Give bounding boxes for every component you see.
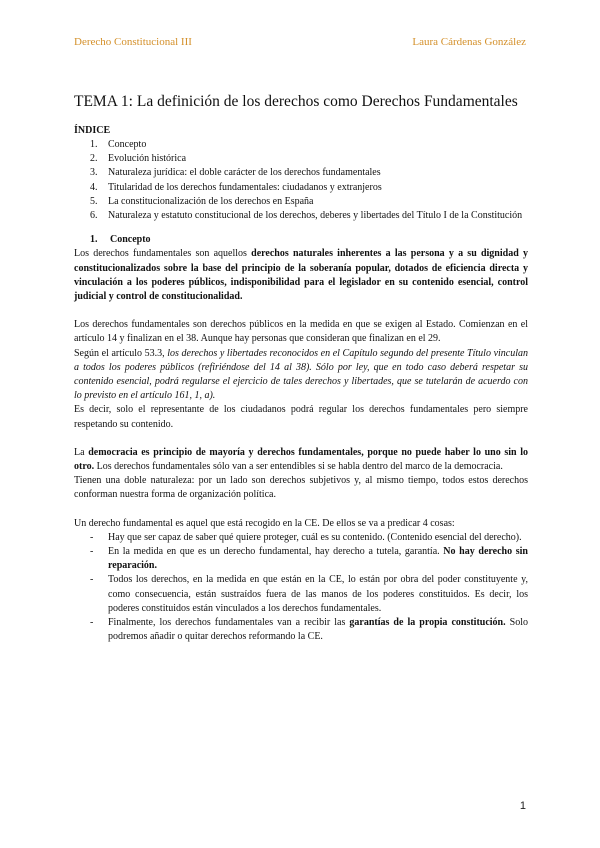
page-number: 1 bbox=[519, 800, 526, 812]
index-item bbox=[74, 152, 528, 166]
index-heading: ÍNDICE bbox=[74, 125, 111, 136]
list-item bbox=[74, 545, 528, 573]
text-run: Finalmente, los derechos fundamentales van a recibir las bbox=[108, 617, 350, 629]
index-item-number: 3. bbox=[90, 167, 98, 179]
index-item-text: La constitucionalización de los derechos en España bbox=[108, 195, 314, 207]
list-item bbox=[74, 616, 528, 644]
text-run: Según el artículo 53.3, bbox=[74, 347, 168, 359]
dash-marker: - bbox=[90, 574, 94, 586]
list-item bbox=[74, 531, 528, 545]
document-title: TEMA 1: La definición de los derechos como Derechos Fundamentales bbox=[74, 93, 518, 110]
text-run: Los derechos fundamentales son aquellos bbox=[74, 248, 252, 260]
dash-marker: - bbox=[90, 617, 94, 629]
italic-quote: los derechos y libertades reconocidos en el Capítulo segundo del presente Título vinculan a todos los poderes públicos (refiriéndose del 14 al 38). Sólo por ley, que en todo caso deberá respetar su contenido esencial, podrá regularse el ejercicio de tales derechos y libertades, que se tutelarán de acuerdo con lo previsto en el artículo 161, 1, a). bbox=[74, 347, 528, 402]
paragraph-article-53 bbox=[74, 347, 528, 404]
index-item-text: Concepto bbox=[108, 139, 147, 150]
text-run: Solo podremos añadir o quitar derechos reformando la CE. bbox=[108, 617, 528, 643]
paragraph-public-rights: Los derechos fundamentales son derechos públicos en la medida en que se exigen al Estado. Comienzan en el artículo 14 y finalizan en el 38. Aunque hay personas que consideran que finalizan en el 29. bbox=[74, 319, 528, 345]
dash-marker: - bbox=[90, 546, 94, 558]
index-item bbox=[74, 195, 528, 209]
paragraph-double-nature: Tienen una doble naturaleza: por un lado son derechos subjetivos y, al mismo tiempo, todos estos derechos conforman nuestra forma de organización política. bbox=[74, 475, 528, 501]
section-heading bbox=[74, 233, 528, 247]
header-course: Derecho Constitucional III bbox=[74, 36, 192, 48]
index-item-number: 1. bbox=[90, 139, 98, 150]
header-author: Laura Cárdenas González bbox=[412, 36, 526, 48]
document-body bbox=[74, 92, 528, 645]
paragraph-definition bbox=[74, 247, 528, 304]
section-title: Concepto bbox=[110, 234, 151, 246]
text-run: La bbox=[74, 446, 89, 458]
bold-text: democracia es principio de mayoría y derechos fundamentales, porque no puede haber lo uno sin lo otro. bbox=[74, 446, 528, 473]
index-item bbox=[74, 138, 528, 152]
index-item bbox=[74, 181, 528, 195]
bold-text: garantías de la propia constitución. bbox=[349, 617, 506, 629]
list-item bbox=[74, 573, 528, 616]
text-run: En la medida en que es un derecho fundamental, hay derecho a tutela, garantía. bbox=[108, 546, 444, 558]
bullet-list bbox=[74, 531, 528, 645]
index-item-text: Naturaleza jurídica: el doble carácter de los derechos fundamentales bbox=[108, 167, 381, 179]
index-item bbox=[74, 209, 528, 223]
index-item-number: 5. bbox=[90, 195, 98, 207]
index-item-text: Titularidad de los derechos fundamentales: ciudadanos y extranjeros bbox=[108, 181, 382, 193]
text-run: Hay que ser capaz de saber qué quiere proteger, cuál es su contenido. (Contenido esencial del derecho). bbox=[108, 531, 522, 543]
index-item-text: Evolución histórica bbox=[108, 153, 187, 165]
paragraph-representative: Es decir, solo el representante de los ciudadanos podrá regular los derechos fundamentales pero siempre respetando su contenido. bbox=[74, 404, 528, 430]
dash-marker: - bbox=[90, 531, 94, 543]
text-run: Todos los derechos, en la medida en que están en la CE, lo están por obra del poder constituyente y, como consecuencia, están sustraídos fuera de las manos de los poderes constituidos. Es decir, los poderes constituidos están vinculados a los derechos fundamentales. bbox=[108, 574, 528, 614]
paragraph-democracy bbox=[74, 446, 528, 474]
text-run: Los derechos fundamentales sólo van a ser entendibles si se habla dentro del marco de la democracia. bbox=[94, 461, 503, 473]
bold-text: No hay derecho sin reparación. bbox=[108, 546, 528, 572]
index-item bbox=[74, 166, 528, 180]
bold-text: derechos naturales inherentes a las persona y a su dignidad y constitucionalizados sobre la base del principio de la soberanía popular, dotados de eficiencia directa y vinculación a los poderes públicos, indisponibilidad para el legislador en su contenido esencial, control judicial y control de constitucionalidad. bbox=[74, 248, 528, 303]
index-item-text: Naturaleza y estatuto constitucional de los derechos, deberes y libertades del Título I de la Constitución bbox=[108, 210, 523, 222]
paragraph-four-things: Un derecho fundamental es aquel que está recogido en la CE. De ellos se va a predicar 4 cosas: bbox=[74, 517, 455, 529]
index-list bbox=[74, 138, 528, 223]
section-number: 1. bbox=[90, 234, 98, 246]
index-item-number: 2. bbox=[90, 153, 98, 165]
index-item-number: 4. bbox=[90, 181, 98, 193]
index-item-number: 6. bbox=[90, 210, 98, 222]
